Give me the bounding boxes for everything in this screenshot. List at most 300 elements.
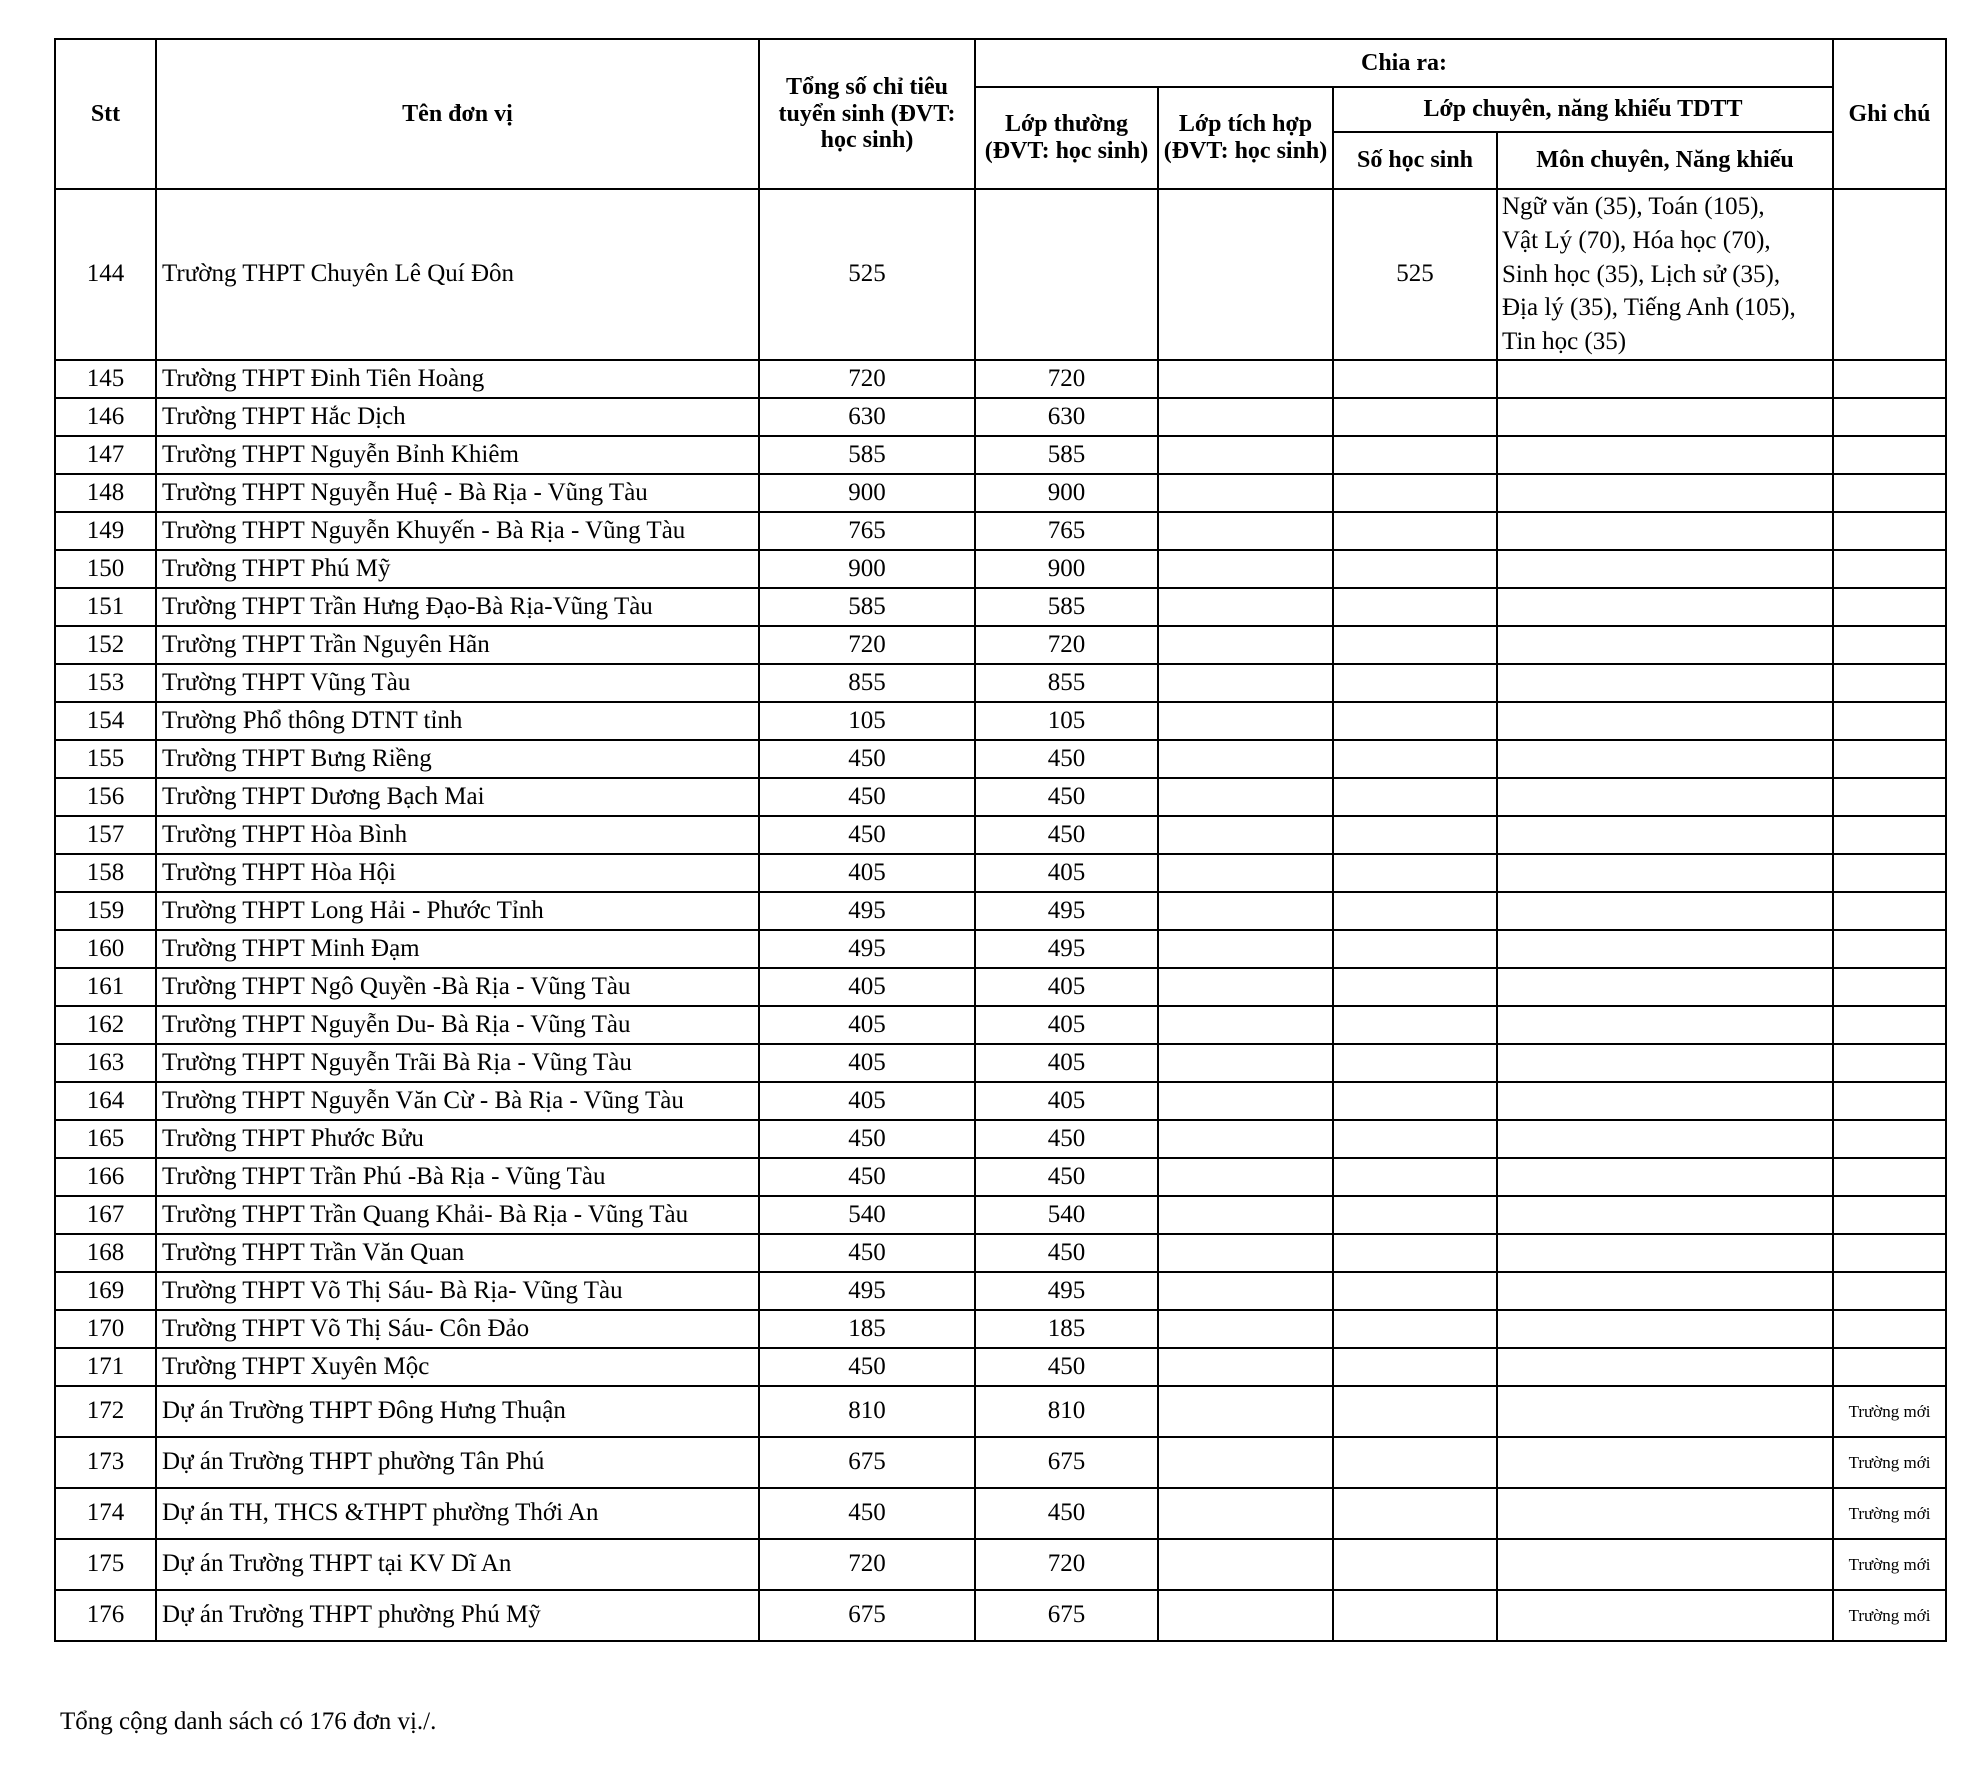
cell-stt: 145	[55, 360, 156, 398]
cell-name: Trường THPT Vũng Tàu	[156, 664, 759, 702]
cell-stt: 153	[55, 664, 156, 702]
cell-so-hoc-sinh	[1333, 1437, 1497, 1488]
table-row	[55, 1437, 1946, 1488]
table-row	[55, 1044, 1946, 1082]
cell-so-hoc-sinh	[1333, 778, 1497, 816]
cell-so-hoc-sinh	[1333, 854, 1497, 892]
cell-lop-thuong: 450	[975, 1348, 1158, 1386]
cell-stt: 144	[55, 189, 156, 360]
cell-ghi-chu	[1833, 702, 1946, 740]
cell-lop-thuong: 540	[975, 1196, 1158, 1234]
cell-ghi-chu	[1833, 1234, 1946, 1272]
cell-name: Trường THPT Chuyên Lê Quí Đôn	[156, 189, 759, 360]
cell-lop-thuong: 630	[975, 398, 1158, 436]
cell-lop-tich-hop	[1158, 436, 1333, 474]
cell-lop-thuong: 720	[975, 1539, 1158, 1590]
cell-stt: 161	[55, 968, 156, 1006]
cell-mon-chuyen	[1497, 854, 1833, 892]
cell-total: 810	[759, 1386, 975, 1437]
cell-ghi-chu	[1833, 189, 1946, 360]
cell-mon-chuyen	[1497, 968, 1833, 1006]
table-row	[55, 1272, 1946, 1310]
cell-ghi-chu	[1833, 892, 1946, 930]
cell-lop-tich-hop	[1158, 1539, 1333, 1590]
cell-mon-chuyen	[1497, 816, 1833, 854]
cell-total: 405	[759, 968, 975, 1006]
table-row	[55, 930, 1946, 968]
cell-mon-chuyen	[1497, 1006, 1833, 1044]
cell-total: 900	[759, 550, 975, 588]
cell-ghi-chu	[1833, 930, 1946, 968]
cell-stt: 165	[55, 1120, 156, 1158]
cell-name: Trường THPT Hòa Hội	[156, 854, 759, 892]
cell-ghi-chu	[1833, 1196, 1946, 1234]
cell-total: 495	[759, 892, 975, 930]
cell-mon-chuyen	[1497, 1196, 1833, 1234]
table-header	[55, 39, 1946, 189]
cell-so-hoc-sinh	[1333, 1348, 1497, 1386]
cell-lop-thuong: 450	[975, 816, 1158, 854]
admission-table	[54, 38, 1947, 1642]
cell-stt: 176	[55, 1590, 156, 1641]
table-row	[55, 512, 1946, 550]
cell-so-hoc-sinh	[1333, 1234, 1497, 1272]
cell-mon-chuyen	[1497, 1044, 1833, 1082]
cell-name: Trường THPT Ngô Quyền -Bà Rịa - Vũng Tàu	[156, 968, 759, 1006]
cell-name: Trường THPT Hòa Bình	[156, 816, 759, 854]
cell-lop-tich-hop	[1158, 398, 1333, 436]
cell-name: Dự án Trường THPT tại KV Dĩ An	[156, 1539, 759, 1590]
cell-so-hoc-sinh	[1333, 1196, 1497, 1234]
cell-lop-tich-hop	[1158, 1488, 1333, 1539]
cell-mon-chuyen	[1497, 1310, 1833, 1348]
cell-total: 185	[759, 1310, 975, 1348]
cell-lop-thuong: 675	[975, 1590, 1158, 1641]
cell-stt: 171	[55, 1348, 156, 1386]
cell-name: Trường THPT Dương Bạch Mai	[156, 778, 759, 816]
table-row	[55, 1310, 1946, 1348]
cell-ghi-chu: Trường mới	[1833, 1539, 1946, 1590]
cell-name: Dự án Trường THPT Đông Hưng Thuận	[156, 1386, 759, 1437]
cell-lop-tich-hop	[1158, 778, 1333, 816]
cell-name: Trường THPT Trần Phú -Bà Rịa - Vũng Tàu	[156, 1158, 759, 1196]
cell-mon-chuyen	[1497, 1082, 1833, 1120]
cell-total: 495	[759, 1272, 975, 1310]
table-row	[55, 1234, 1946, 1272]
cell-ghi-chu	[1833, 588, 1946, 626]
header-mon-chuyen: Môn chuyên, Năng khiếu	[1497, 132, 1833, 189]
table-row	[55, 474, 1946, 512]
cell-stt: 146	[55, 398, 156, 436]
cell-mon-chuyen	[1497, 892, 1833, 930]
cell-lop-tich-hop	[1158, 1082, 1333, 1120]
cell-lop-tich-hop	[1158, 1437, 1333, 1488]
cell-lop-tich-hop	[1158, 1348, 1333, 1386]
cell-mon-chuyen	[1497, 778, 1833, 816]
cell-lop-thuong: 720	[975, 360, 1158, 398]
cell-lop-thuong: 450	[975, 778, 1158, 816]
cell-name: Trường THPT Nguyễn Du- Bà Rịa - Vũng Tàu	[156, 1006, 759, 1044]
table-row	[55, 1158, 1946, 1196]
cell-total: 450	[759, 1158, 975, 1196]
cell-lop-thuong: 810	[975, 1386, 1158, 1437]
cell-lop-tich-hop	[1158, 189, 1333, 360]
cell-total: 405	[759, 1006, 975, 1044]
cell-name: Trường THPT Đinh Tiên Hoàng	[156, 360, 759, 398]
cell-total: 405	[759, 1044, 975, 1082]
cell-ghi-chu	[1833, 968, 1946, 1006]
cell-lop-thuong: 405	[975, 1006, 1158, 1044]
cell-lop-tich-hop	[1158, 968, 1333, 1006]
cell-so-hoc-sinh	[1333, 1006, 1497, 1044]
cell-lop-tich-hop	[1158, 1006, 1333, 1044]
cell-total: 675	[759, 1437, 975, 1488]
table-body	[55, 189, 1946, 1641]
cell-so-hoc-sinh	[1333, 930, 1497, 968]
cell-stt: 162	[55, 1006, 156, 1044]
header-stt: Stt	[55, 39, 156, 189]
cell-lop-tich-hop	[1158, 664, 1333, 702]
cell-mon-chuyen	[1497, 360, 1833, 398]
table-row	[55, 1386, 1946, 1437]
table-row	[55, 1082, 1946, 1120]
table-row	[55, 968, 1946, 1006]
cell-total: 450	[759, 740, 975, 778]
cell-stt: 169	[55, 1272, 156, 1310]
cell-total: 585	[759, 436, 975, 474]
cell-ghi-chu: Trường mới	[1833, 1437, 1946, 1488]
cell-stt: 147	[55, 436, 156, 474]
cell-stt: 174	[55, 1488, 156, 1539]
cell-total: 495	[759, 930, 975, 968]
cell-total: 105	[759, 702, 975, 740]
cell-lop-thuong: 765	[975, 512, 1158, 550]
table-row	[55, 1006, 1946, 1044]
cell-ghi-chu: Trường mới	[1833, 1590, 1946, 1641]
cell-mon-chuyen	[1497, 1272, 1833, 1310]
table-row	[55, 398, 1946, 436]
table-row	[55, 360, 1946, 398]
cell-name: Trường THPT Nguyễn Huệ - Bà Rịa - Vũng Tàu	[156, 474, 759, 512]
cell-stt: 149	[55, 512, 156, 550]
cell-so-hoc-sinh	[1333, 1120, 1497, 1158]
cell-mon-chuyen	[1497, 1158, 1833, 1196]
cell-lop-thuong: 405	[975, 1044, 1158, 1082]
cell-stt: 170	[55, 1310, 156, 1348]
cell-so-hoc-sinh	[1333, 436, 1497, 474]
cell-mon-chuyen	[1497, 702, 1833, 740]
cell-lop-tich-hop	[1158, 740, 1333, 778]
cell-name: Trường THPT Võ Thị Sáu- Bà Rịa- Vũng Tàu	[156, 1272, 759, 1310]
cell-lop-tich-hop	[1158, 360, 1333, 398]
cell-ghi-chu	[1833, 398, 1946, 436]
cell-name: Trường THPT Trần Hưng Đạo-Bà Rịa-Vũng Tàu	[156, 588, 759, 626]
cell-ghi-chu: Trường mới	[1833, 1488, 1946, 1539]
cell-stt: 158	[55, 854, 156, 892]
cell-so-hoc-sinh	[1333, 664, 1497, 702]
cell-so-hoc-sinh	[1333, 1310, 1497, 1348]
cell-mon-chuyen	[1497, 1386, 1833, 1437]
cell-lop-thuong: 495	[975, 1272, 1158, 1310]
cell-ghi-chu	[1833, 1310, 1946, 1348]
cell-lop-thuong: 495	[975, 930, 1158, 968]
cell-ghi-chu	[1833, 854, 1946, 892]
cell-ghi-chu	[1833, 474, 1946, 512]
cell-total: 720	[759, 626, 975, 664]
cell-so-hoc-sinh	[1333, 1044, 1497, 1082]
cell-so-hoc-sinh	[1333, 360, 1497, 398]
cell-lop-tich-hop	[1158, 1044, 1333, 1082]
cell-mon-chuyen	[1497, 398, 1833, 436]
cell-total: 450	[759, 1488, 975, 1539]
header-lop-chuyen: Lớp chuyên, năng khiếu TDTT	[1333, 87, 1833, 132]
cell-mon-chuyen	[1497, 1348, 1833, 1386]
cell-ghi-chu	[1833, 550, 1946, 588]
cell-mon-chuyen	[1497, 1120, 1833, 1158]
cell-stt: 175	[55, 1539, 156, 1590]
header-lop-tich-hop: Lớp tích hợp (ĐVT: học sinh)	[1158, 87, 1333, 189]
table-row	[55, 740, 1946, 778]
cell-lop-tich-hop	[1158, 1310, 1333, 1348]
cell-lop-tich-hop	[1158, 1158, 1333, 1196]
cell-lop-thuong: 405	[975, 1082, 1158, 1120]
cell-name: Trường THPT Nguyễn Văn Cừ - Bà Rịa - Vũng Tàu	[156, 1082, 759, 1120]
cell-lop-tich-hop	[1158, 892, 1333, 930]
cell-name: Trường THPT Hắc Dịch	[156, 398, 759, 436]
cell-total: 720	[759, 360, 975, 398]
cell-stt: 166	[55, 1158, 156, 1196]
cell-ghi-chu	[1833, 1348, 1946, 1386]
cell-lop-tich-hop	[1158, 512, 1333, 550]
cell-lop-thuong: 450	[975, 1120, 1158, 1158]
cell-stt: 172	[55, 1386, 156, 1437]
header-tong-so: Tổng số chỉ tiêu tuyển sinh (ĐVT: học sinh)	[759, 39, 975, 189]
cell-mon-chuyen	[1497, 512, 1833, 550]
cell-mon-chuyen	[1497, 626, 1833, 664]
cell-lop-thuong: 105	[975, 702, 1158, 740]
cell-mon-chuyen	[1497, 740, 1833, 778]
cell-ghi-chu	[1833, 1082, 1946, 1120]
cell-lop-thuong	[975, 189, 1158, 360]
cell-so-hoc-sinh	[1333, 512, 1497, 550]
cell-stt: 152	[55, 626, 156, 664]
cell-mon-chuyen	[1497, 1437, 1833, 1488]
cell-total: 450	[759, 1348, 975, 1386]
header-lop-thuong: Lớp thường (ĐVT: học sinh)	[975, 87, 1158, 189]
cell-name: Trường THPT Võ Thị Sáu- Côn Đảo	[156, 1310, 759, 1348]
cell-so-hoc-sinh	[1333, 1488, 1497, 1539]
header-chia-ra: Chia ra:	[975, 39, 1833, 87]
cell-lop-thuong: 720	[975, 626, 1158, 664]
cell-mon-chuyen	[1497, 550, 1833, 588]
table-row	[55, 1348, 1946, 1386]
cell-so-hoc-sinh	[1333, 550, 1497, 588]
cell-stt: 160	[55, 930, 156, 968]
cell-total: 720	[759, 1539, 975, 1590]
header-so-hoc-sinh: Số học sinh	[1333, 132, 1497, 189]
cell-name: Trường Phổ thông DTNT tỉnh	[156, 702, 759, 740]
cell-ghi-chu	[1833, 1158, 1946, 1196]
cell-so-hoc-sinh: 525	[1333, 189, 1497, 360]
cell-ghi-chu	[1833, 1006, 1946, 1044]
cell-mon-chuyen	[1497, 930, 1833, 968]
cell-lop-tich-hop	[1158, 1386, 1333, 1437]
cell-name: Trường THPT Nguyễn Khuyến - Bà Rịa - Vũng Tàu	[156, 512, 759, 550]
cell-lop-thuong: 855	[975, 664, 1158, 702]
cell-total: 630	[759, 398, 975, 436]
cell-stt: 164	[55, 1082, 156, 1120]
cell-total: 855	[759, 664, 975, 702]
cell-lop-thuong: 405	[975, 968, 1158, 1006]
cell-ghi-chu	[1833, 436, 1946, 474]
cell-total: 900	[759, 474, 975, 512]
cell-lop-thuong: 900	[975, 474, 1158, 512]
cell-stt: 163	[55, 1044, 156, 1082]
cell-stt: 173	[55, 1437, 156, 1488]
cell-total: 765	[759, 512, 975, 550]
cell-ghi-chu	[1833, 1272, 1946, 1310]
cell-total: 525	[759, 189, 975, 360]
cell-ghi-chu	[1833, 1120, 1946, 1158]
cell-ghi-chu	[1833, 740, 1946, 778]
cell-so-hoc-sinh	[1333, 1590, 1497, 1641]
cell-lop-tich-hop	[1158, 702, 1333, 740]
cell-name: Trường THPT Xuyên Mộc	[156, 1348, 759, 1386]
cell-lop-thuong: 495	[975, 892, 1158, 930]
cell-total: 405	[759, 1082, 975, 1120]
cell-stt: 154	[55, 702, 156, 740]
cell-stt: 168	[55, 1234, 156, 1272]
table-row	[55, 189, 1946, 360]
cell-mon-chuyen	[1497, 474, 1833, 512]
cell-total: 450	[759, 816, 975, 854]
table-row	[55, 588, 1946, 626]
cell-so-hoc-sinh	[1333, 1539, 1497, 1590]
cell-name: Trường THPT Trần Nguyên Hãn	[156, 626, 759, 664]
cell-lop-tich-hop	[1158, 550, 1333, 588]
cell-name: Trường THPT Minh Đạm	[156, 930, 759, 968]
cell-so-hoc-sinh	[1333, 588, 1497, 626]
cell-stt: 150	[55, 550, 156, 588]
cell-so-hoc-sinh	[1333, 816, 1497, 854]
cell-lop-thuong: 675	[975, 1437, 1158, 1488]
cell-total: 450	[759, 778, 975, 816]
cell-name: Trường THPT Nguyễn Bỉnh Khiêm	[156, 436, 759, 474]
cell-so-hoc-sinh	[1333, 1272, 1497, 1310]
cell-lop-tich-hop	[1158, 474, 1333, 512]
cell-lop-tich-hop	[1158, 588, 1333, 626]
cell-so-hoc-sinh	[1333, 702, 1497, 740]
cell-lop-thuong: 450	[975, 1158, 1158, 1196]
table-row	[55, 1488, 1946, 1539]
cell-mon-chuyen	[1497, 436, 1833, 474]
header-ten-don-vi: Tên đơn vị	[156, 39, 759, 189]
cell-ghi-chu	[1833, 778, 1946, 816]
cell-stt: 167	[55, 1196, 156, 1234]
cell-total: 405	[759, 854, 975, 892]
cell-name: Trường THPT Bưng Riềng	[156, 740, 759, 778]
table-row	[55, 816, 1946, 854]
table-row	[55, 550, 1946, 588]
cell-name: Dự án Trường THPT phường Tân Phú	[156, 1437, 759, 1488]
cell-total: 450	[759, 1234, 975, 1272]
table-row	[55, 702, 1946, 740]
cell-lop-tich-hop	[1158, 1120, 1333, 1158]
cell-so-hoc-sinh	[1333, 626, 1497, 664]
cell-lop-thuong: 900	[975, 550, 1158, 588]
cell-total: 675	[759, 1590, 975, 1641]
cell-name: Trường THPT Phước Bửu	[156, 1120, 759, 1158]
footer-total: Tổng cộng danh sách có 176 đơn vị./.	[60, 1708, 437, 1735]
cell-total: 585	[759, 588, 975, 626]
cell-stt: 148	[55, 474, 156, 512]
cell-name: Trường THPT Trần Quang Khải- Bà Rịa - Vũng Tàu	[156, 1196, 759, 1234]
cell-name: Trường THPT Nguyễn Trãi Bà Rịa - Vũng Tàu	[156, 1044, 759, 1082]
cell-mon-chuyen	[1497, 1539, 1833, 1590]
cell-stt: 156	[55, 778, 156, 816]
table-row	[55, 626, 1946, 664]
cell-so-hoc-sinh	[1333, 892, 1497, 930]
table-row	[55, 778, 1946, 816]
cell-mon-chuyen	[1497, 588, 1833, 626]
cell-name: Trường THPT Phú Mỹ	[156, 550, 759, 588]
cell-lop-tich-hop	[1158, 1590, 1333, 1641]
cell-ghi-chu	[1833, 1044, 1946, 1082]
cell-ghi-chu	[1833, 512, 1946, 550]
cell-ghi-chu	[1833, 816, 1946, 854]
cell-so-hoc-sinh	[1333, 398, 1497, 436]
header-ghi-chu: Ghi chú	[1833, 39, 1946, 189]
cell-lop-tich-hop	[1158, 1234, 1333, 1272]
cell-lop-thuong: 585	[975, 588, 1158, 626]
cell-lop-thuong: 450	[975, 740, 1158, 778]
cell-lop-tich-hop	[1158, 1196, 1333, 1234]
cell-stt: 157	[55, 816, 156, 854]
cell-stt: 151	[55, 588, 156, 626]
table-row	[55, 892, 1946, 930]
table-row	[55, 664, 1946, 702]
cell-name: Dự án Trường THPT phường Phú Mỹ	[156, 1590, 759, 1641]
cell-stt: 159	[55, 892, 156, 930]
cell-lop-tich-hop	[1158, 930, 1333, 968]
cell-name: Trường THPT Trần Văn Quan	[156, 1234, 759, 1272]
cell-so-hoc-sinh	[1333, 474, 1497, 512]
cell-so-hoc-sinh	[1333, 1158, 1497, 1196]
cell-mon-chuyen	[1497, 1488, 1833, 1539]
cell-lop-thuong: 185	[975, 1310, 1158, 1348]
cell-so-hoc-sinh	[1333, 1386, 1497, 1437]
cell-name: Trường THPT Long Hải - Phước Tỉnh	[156, 892, 759, 930]
cell-ghi-chu: Trường mới	[1833, 1386, 1946, 1437]
cell-total: 540	[759, 1196, 975, 1234]
table-row	[55, 1590, 1946, 1641]
cell-lop-tich-hop	[1158, 626, 1333, 664]
cell-mon-chuyen: Ngữ văn (35), Toán (105), Vật Lý (70), Hóa học (70), Sinh học (35), Lịch sử (35), Địa lý (35), Tiếng Anh (105), Tin học (35)	[1497, 189, 1833, 360]
cell-mon-chuyen	[1497, 1234, 1833, 1272]
cell-so-hoc-sinh	[1333, 1082, 1497, 1120]
cell-mon-chuyen	[1497, 664, 1833, 702]
table-row	[55, 436, 1946, 474]
table-row	[55, 854, 1946, 892]
cell-lop-tich-hop	[1158, 816, 1333, 854]
cell-lop-thuong: 585	[975, 436, 1158, 474]
table-row	[55, 1196, 1946, 1234]
table-row	[55, 1539, 1946, 1590]
cell-lop-thuong: 450	[975, 1488, 1158, 1539]
cell-lop-tich-hop	[1158, 1272, 1333, 1310]
cell-so-hoc-sinh	[1333, 740, 1497, 778]
cell-mon-chuyen	[1497, 1590, 1833, 1641]
